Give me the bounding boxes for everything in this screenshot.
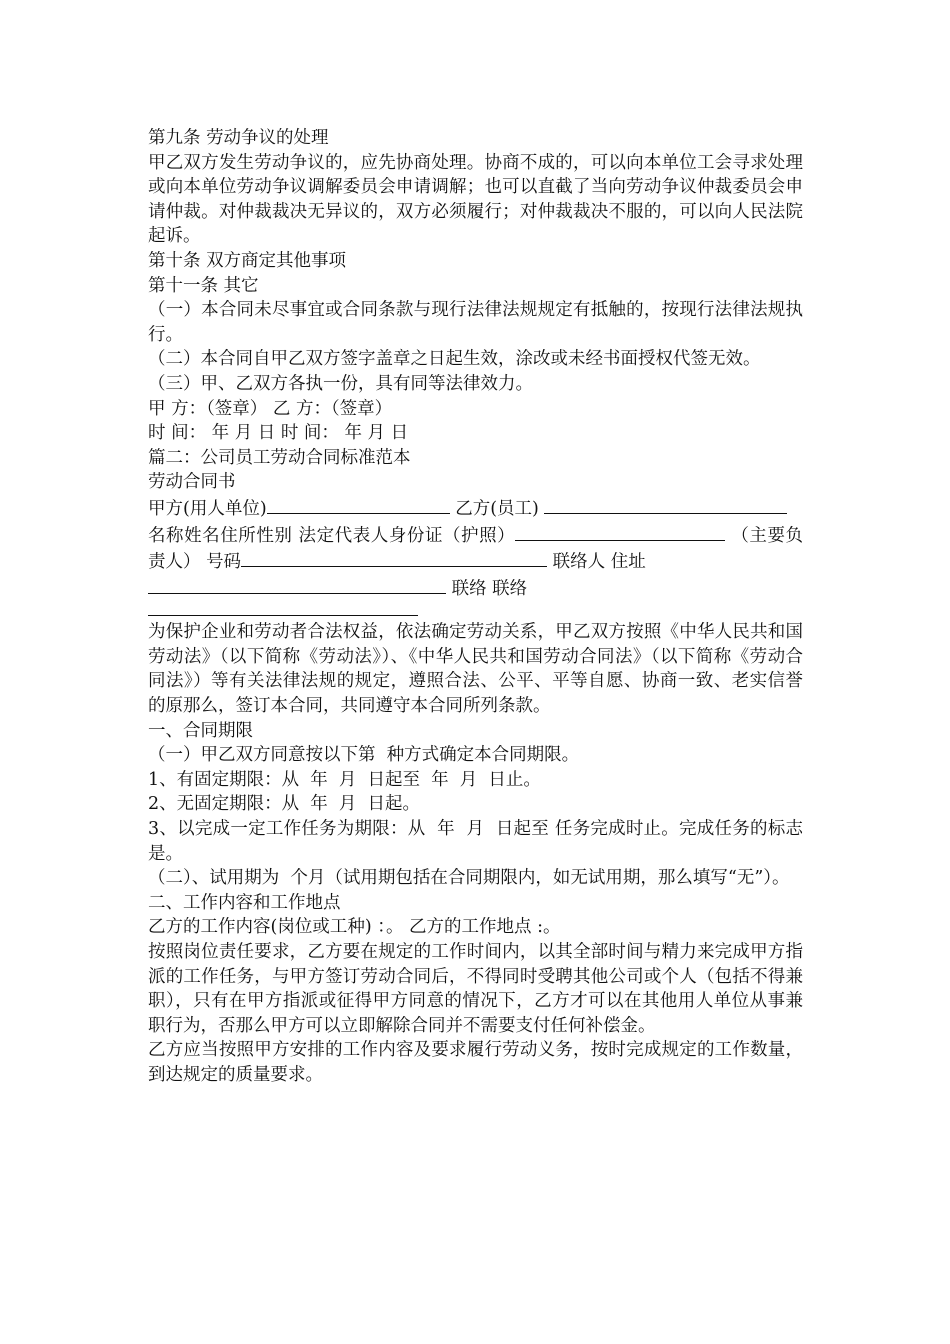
clause-3: （三）甲、乙双方各执一份，具有同等法律效力。 (148, 373, 533, 394)
contract-title: 劳动合同书 (148, 472, 236, 493)
part-two-heading: 篇二：公司员工劳动合同标准范本 (148, 447, 411, 468)
section-1-heading: 一、合同期限 (148, 720, 253, 741)
clause-2: （二）本合同自甲乙双方签字盖章之日起生效，涂改或未经书面授权代签无效。 (148, 349, 761, 370)
signature-line: 甲 方：（签章） 乙 方：（签章） (148, 398, 393, 419)
party-details-responsible: （主要负责人） 号码 (148, 525, 804, 573)
party-b-label: 乙方(员工) (449, 498, 545, 519)
party-b-blank (544, 495, 787, 514)
work-requirements: 按照岗位责任要求，乙方要在规定的工作时间内，以其全部时间与精力来完成甲方指派的工作任务，与甲方签订劳动合同后，不得同时受聘其他公司或个人（包括不得兼职），只有在甲方指派或征得甲方同意的情况下，乙方才可以在其他用人单位从事兼职行为，否那么甲方可以立即解除合同并不需要支付任何补偿金。 (148, 942, 803, 1036)
party-details (148, 522, 803, 602)
article-11-heading: 第十一条 其它 (148, 275, 259, 296)
date-line: 时 间： 年 月 日 时 间： 年 月 日 (148, 423, 409, 444)
separator-line (148, 601, 418, 616)
term-clause-1: （一）甲乙双方同意按以下第 种方式确定本合同期限。 (148, 745, 580, 766)
party-details-contact-2: 联络 联络 (446, 578, 528, 599)
document-page (148, 126, 803, 1088)
number-blank (241, 548, 547, 567)
article-9-heading: 第九条 劳动争议的处理 (148, 128, 329, 148)
work-duty: 乙方应当按照甲方安排的工作内容及要求履行劳动义务，按时完成规定的工作数量，到达规定的质量要求。 (148, 1040, 803, 1085)
party-details-fields: 名称姓名住所性别 法定代表人身份证（护照） (148, 525, 516, 546)
probation-clause: （二）、试用期为 个月（试用期包括在合同期限内，如无试用期，那么填写“无”）。 (148, 868, 790, 889)
party-a-blank (267, 495, 450, 514)
work-content-line: 乙方的工作内容(岗位或工种) ：。 乙方的工作地点 :。 (148, 917, 561, 938)
article-9-body: 甲乙双方发生劳动争议的，应先协商处理。协商不成的，可以向本单位工会寻求处理或向本单位劳动争议调解委员会申请调解；也可以直截了当向劳动争议仲裁委员会申请仲裁。对仲裁裁决无异议的，双方必须履行；对仲裁裁决不服的，可以向人民法院起诉。 (148, 152, 803, 247)
party-a-label: 甲方(用人单位) (148, 498, 267, 519)
address-blank (148, 575, 446, 594)
term-option-3: 3、以完成一定工作任务为期限：从 年 月 日起至 任务完成时止。完成任务的标志是。 (148, 819, 803, 864)
id-blank (515, 522, 725, 541)
section-2-heading: 二、工作内容和工作地点 (148, 892, 341, 913)
term-option-1: 1、有固定期限：从 年 月 日起至 年 月 日止。 (148, 769, 541, 790)
party-details-contact: 联络人 住址 (547, 552, 646, 573)
preamble: 为保护企业和劳动者合法权益，依法确定劳动关系，甲乙双方按照《中华人民共和国劳动法》（以下简称《劳动法》）、《中华人民共和国劳动合同法》（以下简称《劳动合同法》）等有关法律法规的规定，遵照合法、公平、平等自愿、协商一致、老实信誉的原那么，签订本合同，共同遵守本合同所列条款。 (148, 622, 803, 717)
article-10-heading: 第十条 双方商定其他事项 (148, 250, 347, 271)
parties-line (148, 495, 803, 522)
clause-1: （一）本合同未尽事宜或合同条款与现行法律法规规定有抵触的，按现行法律法规执行。 (148, 300, 803, 345)
term-option-2: 2、无固定期限：从 年 月 日起。 (148, 794, 421, 815)
